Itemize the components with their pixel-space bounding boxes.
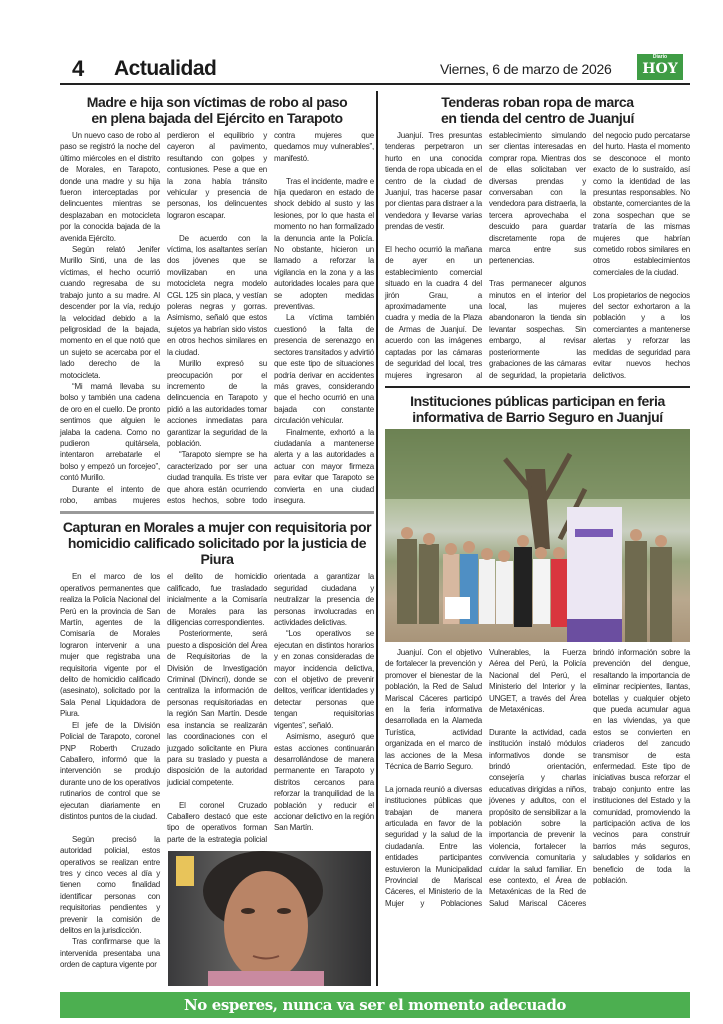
paragraph: La víctima también cuestionó la falta de presencia de serenazgo en sectores transitados y advirtió que este tipo de situaciones podría derivar en accidentes más graves, considerando que el hecho ocurrió en una bajada con constante circulación vehicular. [274, 313, 374, 426]
article-divider [385, 386, 690, 388]
article-body-right [167, 571, 374, 986]
paragraph: Finalmente, exhortó a la ciudadanía a mantenerse alerta y a las autoridades a actuar con mayor firmeza para evitar que Tarapoto se convierta en una ciudad insegura. [274, 427, 374, 505]
page-number: 4 [72, 56, 85, 81]
paragraph: El coronel Cruzado Caballero destacó que este tipo de operativos forman parte de la estrategia policial orientada a garantizar la seguridad ciudadana y neutralizar la presencia de personas involucradas en actividades delictivas. [167, 572, 374, 844]
article-feria [385, 390, 690, 909]
article-headline [385, 390, 690, 429]
paragraph: Asimismo, aseguró que estas acciones continuarán desarrollándose de manera permanente en Tarapoto y distritos cercanos para reforzar la tranquilidad de la población y reducir el accionar delictivo en la región San Martín. [274, 732, 374, 833]
newspaper-page [60, 0, 690, 1018]
masthead [60, 52, 690, 85]
headline-line: homicidio calificado solicitado por la justicia de Piura [67, 535, 367, 568]
paragraph: De acuerdo con la víctima, los asaltantes serían dos jóvenes que se movilizaban en una motocicleta negra modelo CGL 125 sin placa, y vestían poleras negras y gorras. Asimismo, señaló que estos sujetos ya habrían sido vistos en otros hechos similares en la ciudad. [167, 233, 267, 357]
paragraph: Murillo expresó su preocupación por el incremento de la delincuencia en Tarapoto y pidió a las autoridades tomar acciones inmediatas para garantizar la seguridad de la población. [167, 359, 267, 448]
feria-group-photo [385, 429, 690, 642]
headline-line: Instituciones públicas participan en feria [410, 392, 665, 409]
paragraph: Durante el intento de robo, ambas mujeres perdieron el equilibrio y cayeron al pavimento, resultando con golpes y contusiones. Pese a que en la zona había tránsito vehicular y presencia de personas, los delincuentes lograron escapar. [60, 131, 267, 505]
headline-line: Capturan en Morales a mujer con requisitoria por [62, 519, 372, 536]
paragraph: El hecho ocurrió la mañana de ayer en un establecimiento comercial situado en la cuadra 4 del jirón Grau, a aproximadamente una cuadra y media de la Plaza de Armas de Juanjuí. De acuerdo con las imágenes captadas por las cámaras de seguridad del local, tres mujeres ingresaron al establecimiento simulando ser clientas interesadas en comprar ropa. Mientras dos de ellas solicitaban ver diversas prendas y conversaban con la vendedora para distraerla, la tercera aprovechaba el descuido para guardar discretamente ropa de marca entre sus pertenencias. [385, 131, 586, 380]
paragraph: Según precisó la autoridad policial, estos operativos se realizan entre tres y cinco veces al día y tienen como finalidad identificar personas con requisitorias pendientes y prevenir la comisión de delitos en la jurisdicción. [60, 834, 160, 935]
paragraph: Según relató Jenifer Murillo Sinti, una de las víctimas, el hecho ocurrió cuando regresaba de su trabajo junto a su madre. Al descender por la vía, redujo la velocidad debido a la peligrosidad de la bajada, momento en el que notó que un sujeto se acercaba por el lado derecho de la motocicleta. [60, 245, 160, 380]
article-divider [60, 511, 374, 514]
paragraph: el delito de homicidio calificado, fue trasladado inicialmente a la Comisaría de Morales para las diligencias correspondientes. [167, 572, 267, 628]
article-headline [60, 516, 374, 571]
paragraph: “Mi mamá llevaba su bolso y también una cadena de oro en el cuello. De pronto sentimos que alguien le jalaba la cadena. Como no pudieron quitársela, intentaron arrebatarle el bolso y empezó un forcejeo”, contó Murillo. [60, 381, 160, 483]
paragraph: Posteriormente, será puesto a disposición del Área de Requisitorias de la División de Investigación Criminal (Divincri), donde se centraliza la información de personas requisitoriadas en la región San Martín. Desde esa instancia se realizarán las coordinaciones con el juzgado solicitante en Piura para su traslado y puesta a disposición de la autoridad judicial competente. [167, 629, 267, 787]
newspaper-logo [637, 54, 683, 80]
issue-date: Viernes, 6 de marzo de 2026 [440, 61, 612, 77]
paragraph: En el marco de los operativos permanentes que realiza la Policía Nacional del Perú en la provincia de San Martín, agentes de la Comisaría de Morales lograron intervenir a una mujer que registraba una requisitoria vigente por el delito de homicidio calificado (asesinato), solicitado por la Sala Penal Liquidadora de Piura. [60, 572, 160, 719]
logo-small-text: Diario [652, 54, 668, 60]
article-headline [385, 91, 690, 130]
paragraph: El jefe de la División Policial de Tarapoto, coronel PNP Roberth Cruzado Caballero, informó que la intervención se produjo durante uno de los operativos rutinarios de control que se ejecutan diariamente en distintos puntos de la ciudad. [60, 720, 160, 821]
logo-big-text: HOY [642, 61, 678, 77]
paragraph: Un nuevo caso de robo al paso se registró la noche del último miércoles en el distrito de Morales, en Tarapoto, donde una madre y su hija fueron interceptadas por delincuentes mientras se desplazaban en motocicleta por la conocida bajada de la avenida Ejército. [60, 131, 160, 243]
paragraph: Los propietarios de negocios del sector exhortaron a la población y a los comerciantes a mantenerse alertas y reforzar las medidas de seguridad para evitar nuevos hechos delictivos. [593, 290, 690, 380]
article-robo [60, 91, 374, 506]
paragraph: Juanjuí. Con el objetivo de fortalecer la prevención y promover el bienestar de la población, la Red de Salud Mariscal Cáceres participó en la feria informativa desarrollada en la Alameda Turística, actividad organizada en el marco de las acciones de la Mesa Técnica de Barrio Seguro. [385, 647, 482, 771]
headline-line: Tenderas roban ropa de marca [441, 94, 634, 110]
headline-line: Madre e hija son víctimas de robo al paso [86, 94, 348, 110]
paragraph: La jornada reunió a diversas instituciones públicas que trabajan de manera articulada en favor de la seguridad y la salud de la ciudadanía. Entre las entidades participantes estuvieron la Municipalidad Provincial de Mariscal Cáceres, el Ministerio de la Mujer y Poblaciones Vulnerables, la Fuerza Aérea del Perú, la Policía Nacional del Perú, el Ministerio del Interior y la UNGET, a través del Área de Metaxénicas. [385, 647, 586, 908]
headline-line: en tienda del centro de Juanjuí [441, 110, 634, 126]
section-title: Actualidad [114, 57, 217, 80]
headline-line: informativa de Barrio Seguro en Juanjuí [412, 408, 663, 425]
paragraph: “Los operativos se ejecutan en distintos horarios y en zonas consideradas de mayor incidencia delictiva, con el objetivo de prevenir delitos, verificar identidades y detectar personas que tengan requisitorias vigentes”, señaló. [274, 629, 374, 730]
left-column [60, 91, 378, 986]
paragraph: Tras el incidente, madre e hija quedaron en estado de shock debido al susto y las lesiones, por lo que hasta el momento no han formalizado la denuncia ante la Policía. No obstante, hicieron un llamado a reforzar la vigilancia en la zona y a las autoridades locales para que se adopten medidas preventivas. [274, 176, 374, 312]
paragraph: Juanjuí. Tres presuntas tenderas perpetraron un hurto en una conocida tienda de ropa ubicada en el centro de la ciudad de Juanjuí, tras hacerse pasar por clientas para distraer a la vendedora y llevarse varias prendas de vestir. [385, 131, 482, 232]
headline-line: en plena bajada del Ejército en Tarapoto [91, 110, 343, 126]
detainee-photo [167, 851, 372, 986]
article-captura [60, 516, 374, 986]
article-body [60, 571, 374, 986]
right-column [385, 91, 690, 986]
paragraph: Tras confirmarse que la intervenida presentaba una orden de captura vigente por [60, 937, 160, 970]
article-body [385, 647, 690, 909]
article-body [60, 130, 374, 506]
paragraph: “Tarapoto siempre se ha caracterizado por ser una ciudad tranquila. Es triste ver que ahora están ocurriendo estos hechos, sobre todo contra mujeres que quedamos muy vulnerables”, manifestó. [167, 131, 374, 505]
paragraph: Tras permanecer algunos minutos en el interior del local, las mujeres abandonaron la tienda sin levantar sospechas. Sin embargo, al revisar posteriormente las grabaciones de las cámaras de seguridad, la propietaria del negocio pudo percatarse del hurto. Hasta el momento se desconoce el monto exacto de lo sustraído, así como la identidad de las presuntas responsables. No obstante, comerciantes de la zona sospechan que se trataría de las mismas mujeres que habrían cometido robos similares en otros establecimientos comerciales de la ciudad. [489, 131, 690, 380]
article-body-columns [167, 571, 374, 845]
article-headline [60, 91, 374, 130]
footer-slogan-banner: No esperes, nunca va ser el momento adecuado [60, 992, 690, 1018]
article-tenderas [385, 91, 690, 381]
page-columns [60, 91, 690, 986]
paragraph: Durante la actividad, cada institución instaló módulos informativos donde se brindó orientación, consejería y charlas educativas dirigidas a niños, jóvenes y adultos, con el propósito de sensibilizar a la población sobre la importancia de prevenir la violencia, fortalecer la convivencia comunitaria y cuidar la salud familiar. En ese contexto, el Área de Metaxénicas de la Red de Salud Mariscal Cáceres brindó información sobre la prevención del dengue, resaltando la importancia de eliminar recipientes, llantas, botellas y cualquier objeto que pueda acumular agua en las viviendas, ya que estos se convierten en criaderos del zancudo transmisor de esta enfermedad. Este tipo de iniciativas busca reforzar el trabajo conjunto entre las instituciones del Estado y la comunidad, promoviendo la participación activa de los vecinos para construir barrios más seguros, saludables y solidarios en beneficio de toda la población. [489, 647, 690, 908]
article-body [385, 130, 690, 381]
article-body-column [60, 571, 160, 986]
